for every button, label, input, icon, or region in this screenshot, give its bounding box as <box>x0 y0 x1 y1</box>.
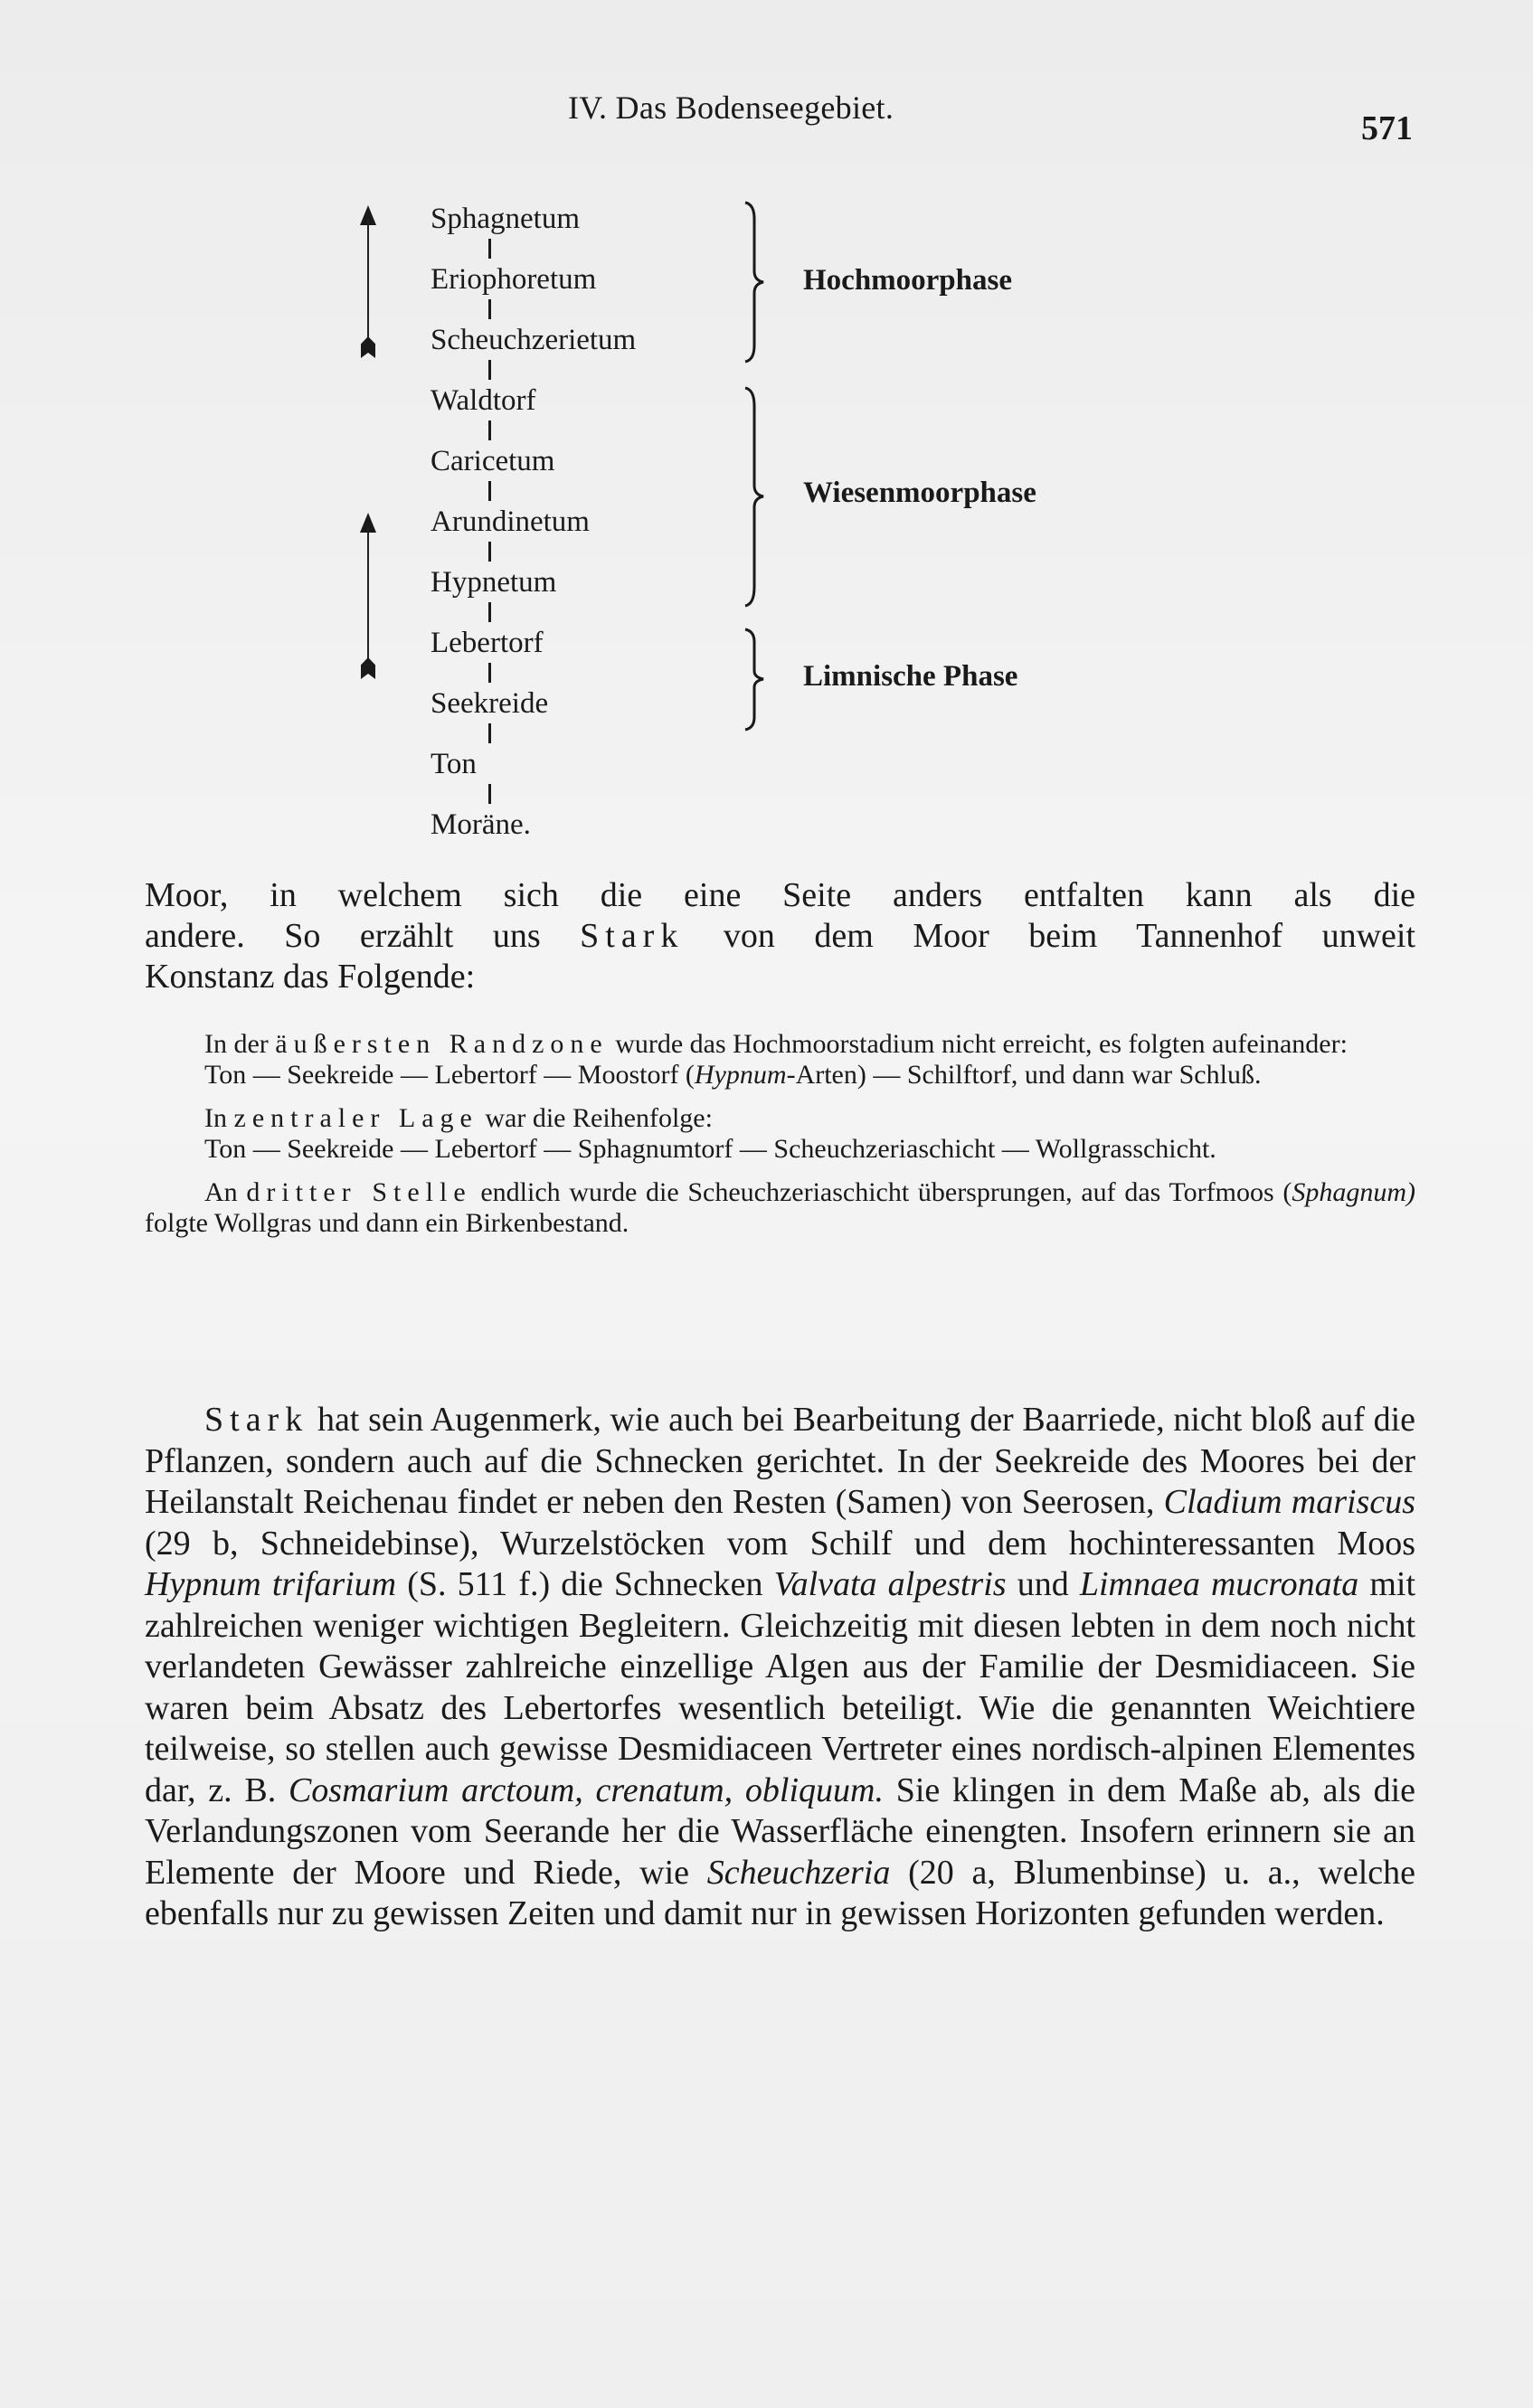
intro-paragraph <box>145 875 1415 997</box>
arrow-fletching-icon <box>361 336 375 358</box>
intro-line: andere. So erzählt uns Stark von dem Moor beim Tannenhof unweit <box>145 917 1415 955</box>
stage-lebertorf: Lebertorf <box>431 627 544 659</box>
quote-sequence: Ton — Seekreide — Lebertorf — Sphagnumtorf — Scheuchzeriaschicht — Wollgrasschicht. <box>204 1134 1216 1164</box>
running-title: IV. Das Bodenseegebiet. <box>568 90 894 126</box>
stage-connector <box>488 239 491 259</box>
stage-scheuchzerietum: Scheuchzerietum <box>431 324 637 356</box>
stage-connector <box>488 360 491 380</box>
stage-hypnetum: Hypnetum <box>431 566 557 599</box>
phase-label-wiesenmoor: Wiesenmoorphase <box>803 477 1036 509</box>
stage-moraene: Moräne. <box>431 808 531 841</box>
stage-caricetum: Caricetum <box>431 445 555 477</box>
phase-label-hochmoor: Hochmoorphase <box>803 264 1012 297</box>
right-brace-icon <box>742 201 769 364</box>
stage-connector <box>488 663 491 683</box>
taxon-name: Cladium mariscus <box>1163 1483 1415 1521</box>
stage-connector <box>488 723 491 743</box>
emphasis: äußersten Randzone <box>275 1029 609 1059</box>
quote-paragraph: An dritter Stelle endlich wurde die Scheuchzeriaschicht übersprungen, auf das Torfmoos (Sphagnum) folgte Wollgras und dann ein Birkenbestand. <box>145 1177 1416 1238</box>
quote-paragraph: In der äußersten Randzone wurde das Hochmoorstadium nicht erreicht, es folgten aufeinander: <box>204 1029 1348 1059</box>
quote-sequence: Ton — Seekreide — Lebertorf — Moostorf (Hypnum-Arten) — Schilftorf, und dann war Schluß. <box>204 1060 1262 1090</box>
stage-connector <box>488 784 491 804</box>
quoted-block <box>145 1029 1415 1239</box>
author-name: Stark <box>580 917 685 955</box>
stage-ton: Ton <box>431 748 477 780</box>
stage-eriophoretum: Eriophoretum <box>431 263 597 296</box>
emphasis: dritter Stelle <box>246 1177 472 1207</box>
stage-sphagnetum: Sphagnetum <box>431 203 580 235</box>
page-number: 571 <box>1361 109 1413 147</box>
right-brace-icon <box>742 386 769 608</box>
main-paragraph: Stark hat sein Augenmerk, wie auch bei Bearbeitung der Baarriede, nicht bloß auf die Pflanzen, sondern auch auf die Schnecken gerichtet. In der Seekreide des Moores bei der Heilanstalt Reichenau findet er neben den Resten (Samen) von Seerosen, Cladium mariscus (29 b, Schneidebinse), Wurzelstöcken vom Schilf und dem hochinteressanten Moos Hypnum trifarium (S. 511 f.) die Schnecken Valvata alpestris und Limnaea mucronata mit zahlreichen weniger wichtigen Begleitern. Gleichzeitig mit diesen lebten in dem noch nicht verlandeten Gewässer zahlreiche einzellige Algen aus der Familie der Desmidiaceen. Sie waren beim Absatz des Lebertorfes wesentlich beteiligt. Wie die genannten Weichtiere teilweise, so stellen auch gewisse Desmidiaceen Vertreter eines nordisch-alpinen Elementes dar, z. B. Cosmarium arctoum, crenatum, obliquum. Sie klingen in dem Maße ab, als die Verlandungszonen vom Seerande her die Wasserfläche einengten. Insofern erinnern sie an Elemente der Moore und Riede, wie Scheuchzeria (20 a, Blumenbinse) u. a., welche ebenfalls nur zu gewissen Zeiten und damit nur in gewissen Horizonten gefunden werden. <box>145 1401 1416 1932</box>
right-brace-icon <box>742 628 769 732</box>
stage-connector <box>488 481 491 501</box>
taxon-name: Hypnum trifarium <box>145 1565 397 1603</box>
taxon-name: Cosmarium arctoum, crenatum, obliquum. <box>288 1771 884 1809</box>
taxon-name: Sphagnum) <box>1292 1177 1416 1207</box>
stage-connector <box>488 542 491 562</box>
taxon-name: Valvata alpestris <box>773 1565 1007 1603</box>
succession-diagram <box>344 201 1158 852</box>
arrow-shaft <box>367 528 369 668</box>
stage-seekreide: Seekreide <box>431 687 549 720</box>
emphasis: zentraler Lage <box>233 1103 478 1133</box>
taxon-name: Scheuchzeria <box>706 1853 891 1892</box>
taxon-name: Hypnum <box>694 1060 787 1090</box>
stage-waldtorf: Waldtorf <box>431 384 536 417</box>
stage-arundinetum: Arundinetum <box>431 505 590 538</box>
quote-paragraph: In zentraler Lage war die Reihenfolge: <box>204 1103 713 1133</box>
intro-line: Konstanz das Folgende: <box>145 958 476 996</box>
arrow-shaft <box>367 219 369 345</box>
stage-connector <box>488 602 491 622</box>
intro-line: Moor, in welchem sich die eine Seite anders entfalten kann als die <box>145 876 1415 914</box>
arrow-fletching-icon <box>361 657 375 679</box>
stage-connector <box>488 420 491 440</box>
taxon-name: Limnaea mucronata <box>1079 1565 1359 1603</box>
stage-connector <box>488 299 491 319</box>
phase-label-limnisch: Limnische Phase <box>803 660 1018 693</box>
author-name: Stark <box>204 1401 309 1439</box>
